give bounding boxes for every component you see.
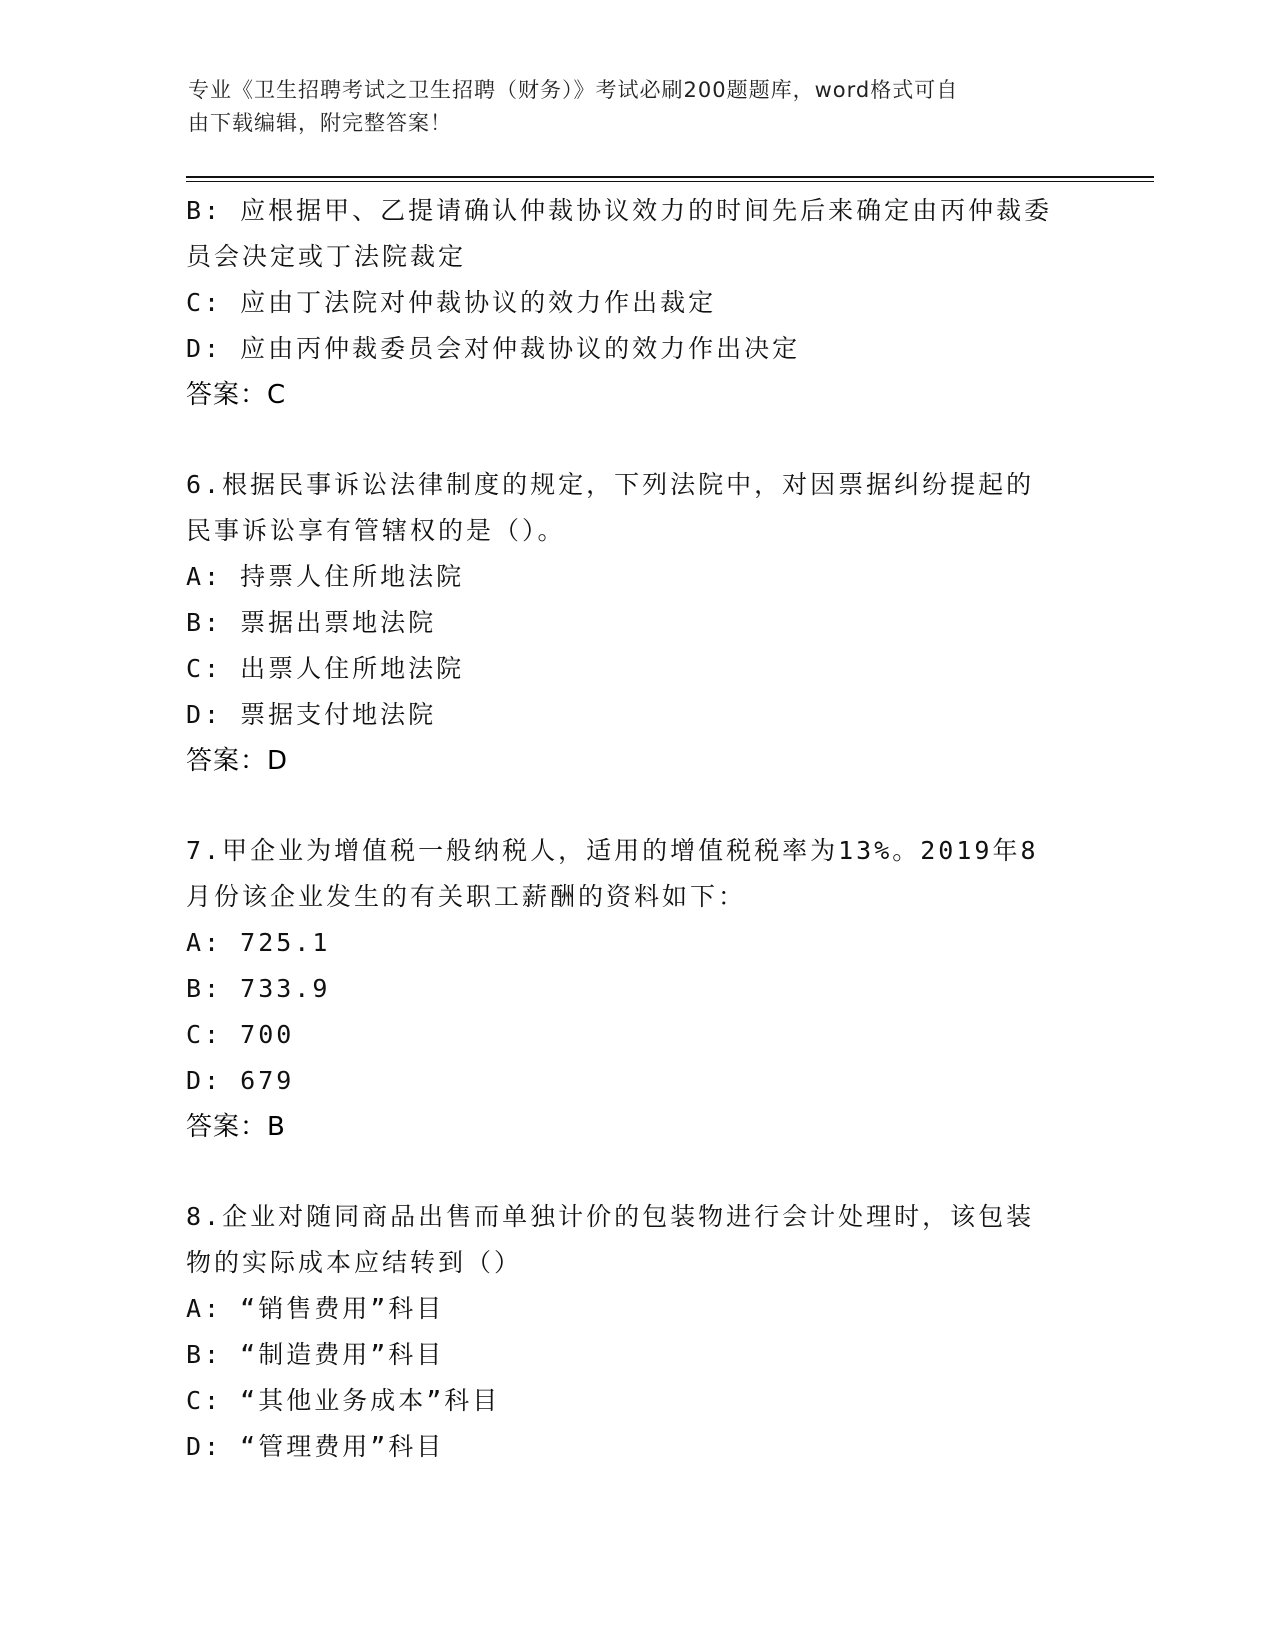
option-c: C: 700: [186, 1020, 295, 1049]
header-line-2: 由下载编辑，附完整答案！: [188, 111, 452, 135]
option-b: B: 票据出票地法院: [186, 608, 437, 637]
question-stem: 6.根据民事诉讼法律制度的规定，下列法院中，对因票据纠纷提起的: [186, 470, 1035, 499]
question-list: [186, 188, 1086, 1470]
question-stem: 7.甲企业为增值税一般纳税人，适用的增值税税率为13%。2019年8: [186, 836, 1039, 865]
option-a: A: 持票人住所地法院: [186, 562, 465, 591]
question-5: [186, 188, 1086, 418]
question-stem-continued: 民事诉讼享有管辖权的是（）。: [186, 516, 566, 545]
header-divider-thin: [186, 181, 1154, 182]
option-d: D: 票据支付地法院: [186, 700, 437, 729]
answer-line: 答案：C: [186, 380, 287, 410]
header-divider-thick: [186, 176, 1154, 178]
question-gap: [186, 418, 1086, 462]
question-8: [186, 1194, 1086, 1470]
option-c: C: 出票人住所地法院: [186, 654, 465, 683]
header-line-1: 专业《卫生招聘考试之卫生招聘（财务）》考试必刷200题题库，word格式可自: [188, 78, 959, 102]
option-a: A: 725.1: [186, 928, 331, 957]
answer-line: 答案：D: [186, 746, 289, 776]
option-b: B: 应根据甲、乙提请确认仲裁协议效力的时间先后来确定由丙仲裁委: [186, 196, 1053, 225]
document-header: [188, 74, 1088, 140]
question-stem: 8.企业对随同商品出售而单独计价的包装物进行会计处理时，该包装: [186, 1202, 1035, 1231]
answer-line: 答案：B: [186, 1112, 286, 1142]
option-c: C: “其他业务成本”科目: [186, 1386, 501, 1415]
option-a: A: “销售费用”科目: [186, 1294, 445, 1323]
option-d: D: 应由丙仲裁委员会对仲裁协议的效力作出决定: [186, 334, 801, 363]
option-b: B: 733.9: [186, 974, 331, 1003]
option-d: D: “管理费用”科目: [186, 1432, 445, 1461]
option-b: B: “制造费用”科目: [186, 1340, 445, 1369]
question-stem-continued: 物的实际成本应结转到（）: [186, 1248, 523, 1277]
question-7: [186, 828, 1086, 1150]
question-stem-continued: 月份该企业发生的有关职工薪酬的资料如下：: [186, 882, 747, 911]
option-b-continued: 员会决定或丁法院裁定: [186, 242, 467, 271]
question-gap: [186, 784, 1086, 828]
question-gap: [186, 1150, 1086, 1194]
question-6: [186, 462, 1086, 784]
option-d: D: 679: [186, 1066, 295, 1095]
option-c: C: 应由丁法院对仲裁协议的效力作出裁定: [186, 288, 717, 317]
